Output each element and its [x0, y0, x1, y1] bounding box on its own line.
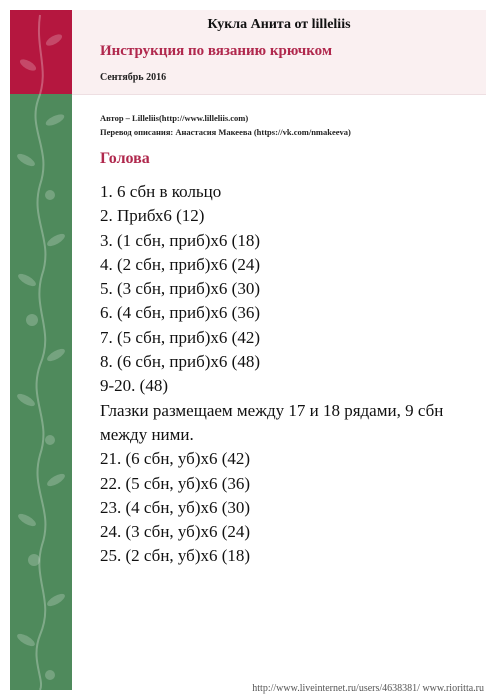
pattern-steps: [100, 180, 480, 569]
step-row: 23. (4 сбн, уб)х6 (30): [100, 497, 251, 517]
step-row: 25. (2 сбн, уб)х6 (18): [100, 546, 251, 566]
header-divider: [72, 94, 486, 95]
floral-ornament-icon: [10, 10, 72, 690]
step-row: 5. (3 сбн, приб)х6 (30): [100, 279, 260, 299]
step-row: 21. (6 сбн, уб)х6 (42): [100, 449, 251, 469]
step-row: 6. (4 сбн, приб)х6 (36): [100, 303, 260, 323]
eyes-placement-note: Глазки размещаем между 17 и 18 рядами, 9 сбн между ними.: [100, 400, 444, 444]
step-row-9-20: 9-20. (48): [100, 376, 168, 396]
author-credit: Автор – Lilleliis(http://www.lilleliis.com): [100, 113, 249, 123]
step-row: 24. (3 сбн, уб)х6 (24): [100, 522, 251, 542]
decorative-side-band: [10, 10, 72, 690]
step-row: 22. (5 сбн, уб)х6 (36): [100, 473, 251, 493]
translation-credit: Перевод описания: Анастасия Макеева (https://vk.com/nmakeeva): [100, 127, 351, 137]
document-date: Сентябрь 2016: [100, 72, 167, 83]
watermark: http://www.liveinternet.ru/users/4638381/ www.rioritta.ru: [252, 683, 484, 694]
step-row: 4. (2 сбн, приб)х6 (24): [100, 254, 260, 274]
document-subtitle: Инструкция по вязанию крючком: [100, 43, 333, 59]
step-row: 3. (1 сбн, приб)х6 (18): [100, 230, 260, 250]
step-row: 8. (6 сбн, приб)х6 (48): [100, 352, 260, 372]
section-title-head: Голова: [100, 150, 150, 167]
step-row: 1. 6 сбн в кольцо: [100, 182, 222, 201]
document-title: Кукла Анита от lilleliis: [207, 17, 351, 32]
credits: [100, 111, 351, 139]
step-row: 2. Прибх6 (12): [100, 206, 205, 226]
step-row: 7. (5 сбн, приб)х6 (42): [100, 327, 260, 347]
